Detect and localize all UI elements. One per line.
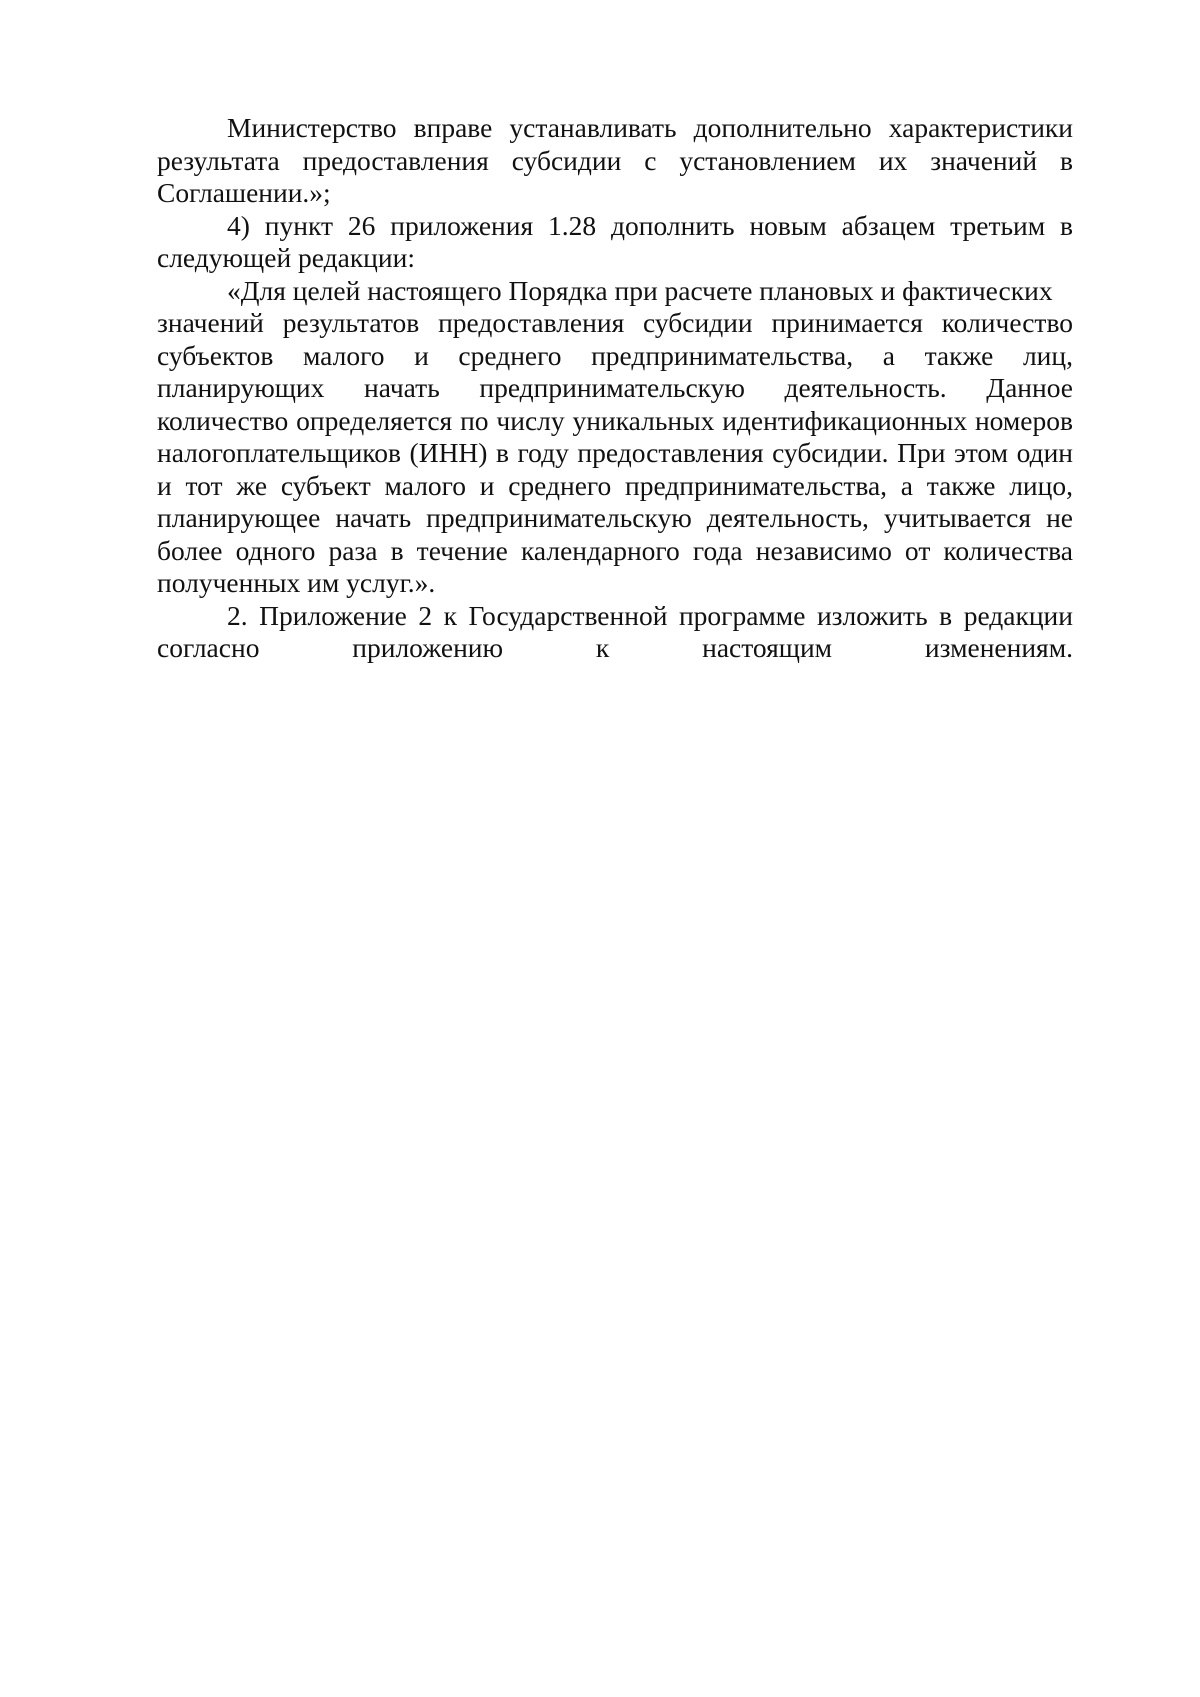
paragraph-ministry-right: Министерство вправе устанавливать дополнительно характеристики результата предоставления субсидии с установлением их значений в Соглашении.»; <box>157 112 1073 208</box>
document-body <box>157 112 1073 665</box>
paragraph-item-2: 2. Приложение 2 к Государственной программе изложить в редакции согласно приложению к настоящим изменениям. <box>157 599 1073 663</box>
paragraph-quote-body: значений результатов предоставления субсидии принимается количество субъектов малого и среднего предпринимательства, а также лиц, планирующих начать предпринимательскую деятельность. Данное количество определяется по числу уникальных идентификационных номеров налогоплательщиков (ИНН) в году предоставления субсидии. При этом один и тот же субъект малого и среднего предпринимательства, а также лицо, планирующее начать предпринимательскую деятельность, учитывается не более одного раза в течение календарного года независимо от количества полученных им услуг.». <box>157 307 1073 598</box>
paragraph-item-4: 4) пункт 26 приложения 1.28 дополнить новым абзацем третьим в следующей редакции: <box>157 209 1073 273</box>
paragraph-quote-start: «Для целей настоящего Порядка при расчете плановых и фактических <box>227 274 1053 306</box>
